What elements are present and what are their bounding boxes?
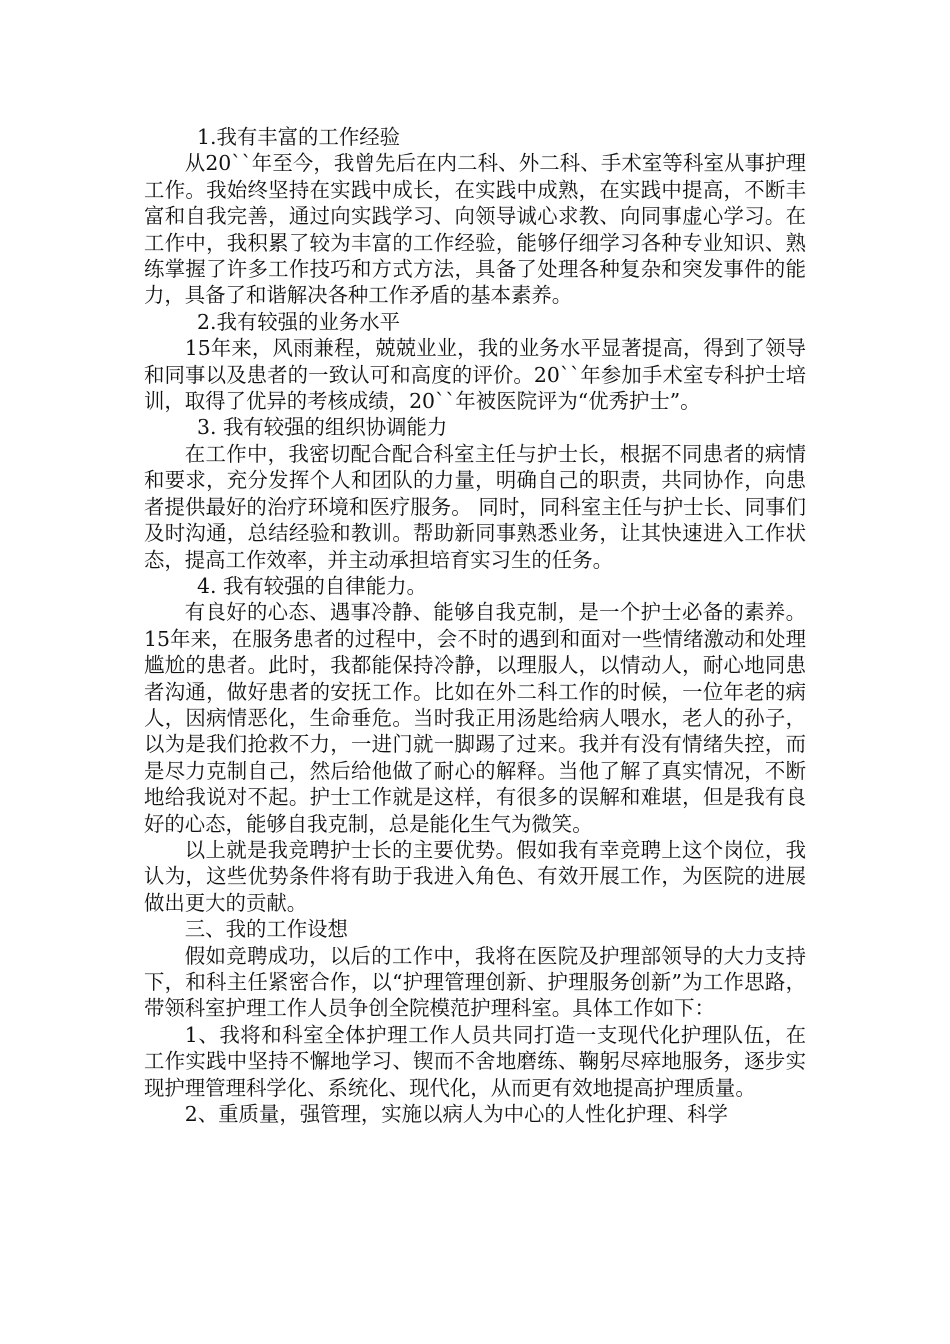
- section-heading-work-plan: 三、我的工作设想: [184, 917, 348, 942]
- paragraph-experience: 从20``年至今，我曾先后在内二科、外二科、手术室等科室从事护理工作。我始终坚持在实践中成长，在实践中成熟，在实践中提高，不断丰富和自我完善，通过向实践学习、向领导诚心求教、向同事虚心学习。在工作中，我积累了较为丰富的工作经验，能够仔细学习各种专业知识、熟练掌握了许多工作技巧和方式方法，具备了处理各种复杂和突发事件的能力，具备了和谐解决各种工作矛盾的基本素养。: [144, 151, 806, 308]
- section-heading-experience: 1.我有丰富的工作经验: [197, 125, 401, 149]
- paragraph-summary: 以上就是我竞聘护士长的主要优势。假如我有幸竞聘上这个岗位，我认为，这些优势条件将有助于我进入角色、有效开展工作，为医院的进展做出更大的贡献。: [144, 837, 806, 915]
- paragraph-plan-item-2: 2、重质量，强管理，实施以病人为中心的人性化护理、科学: [184, 1102, 728, 1127]
- paragraph-work-plan-intro: 假如竞聘成功，以后的工作中，我将在医院及护理部领导的大力支持下，和科主任紧密合作，以“护理管理创新、护理服务创新”为工作思路，带领科室护理工作人员争创全院模范护理科室。具体工作如下：: [144, 943, 806, 1021]
- section-heading-skill-level: 2.我有较强的业务水平: [197, 309, 401, 334]
- paragraph-skill-level: 15年来，风雨兼程，兢兢业业，我的业务水平显著提高，得到了领导和同事以及患者的一致认可和高度的评价。20``年参加手术室专科护士培训，取得了优异的考核成绩，20``年被医院评为“优秀护士”。: [144, 336, 806, 414]
- paragraph-self-discipline: 有良好的心态、遇事冷静、能够自我克制，是一个护士必备的素养。15年来，在服务患者的过程中，会不时的遇到和面对一些情绪激动和处理尴尬的患者。此时，我都能保持冷静，以理服人，以情动人，耐心地同患者沟通，做好患者的安抚工作。比如在外二科工作的时候，一位年老的病人，因病情恶化，生命垂危。当时我正用汤匙给病人喂水，老人的孙子，以为是我们抢救不力，一进门就一脚踢了过来。我并有没有情绪失控，而是尽力克制自己，然后给他做了耐心的解释。当他了解了真实情况，不断地给我说对不起。护士工作就是这样，有很多的误解和难堪，但是我有良好的心态，能够自我克制，总是能化生气为微笑。: [144, 600, 806, 836]
- section-heading-self-discipline: 4. 我有较强的自律能力。: [197, 573, 427, 598]
- document-body: [144, 124, 806, 1127]
- paragraph-coordination: 在工作中，我密切配合配合科室主任与护士长，根据不同患者的病情和要求，充分发挥个人和团队的力量，明确自己的职责，共同协作，向患者提供最好的治疗环境和医疗服务。 同时，同科室主任与护士长、同事们及时沟通，总结经验和教训。帮助新同事熟悉业务，让其快速进入工作状态，提高工作效率，并主动承担培育实习生的任务。: [144, 441, 806, 572]
- section-heading-coordination: 3. 我有较强的组织协调能力: [197, 415, 448, 440]
- paragraph-plan-item-1: 1、我将和科室全体护理工作人员共同打造一支现代化护理队伍，在工作实践中坚持不懈地学习、锲而不舍地磨练、鞠躬尽瘁地服务，逐步实现护理管理科学化、系统化、现代化，从而更有效地提高护理质量。: [144, 1022, 806, 1100]
